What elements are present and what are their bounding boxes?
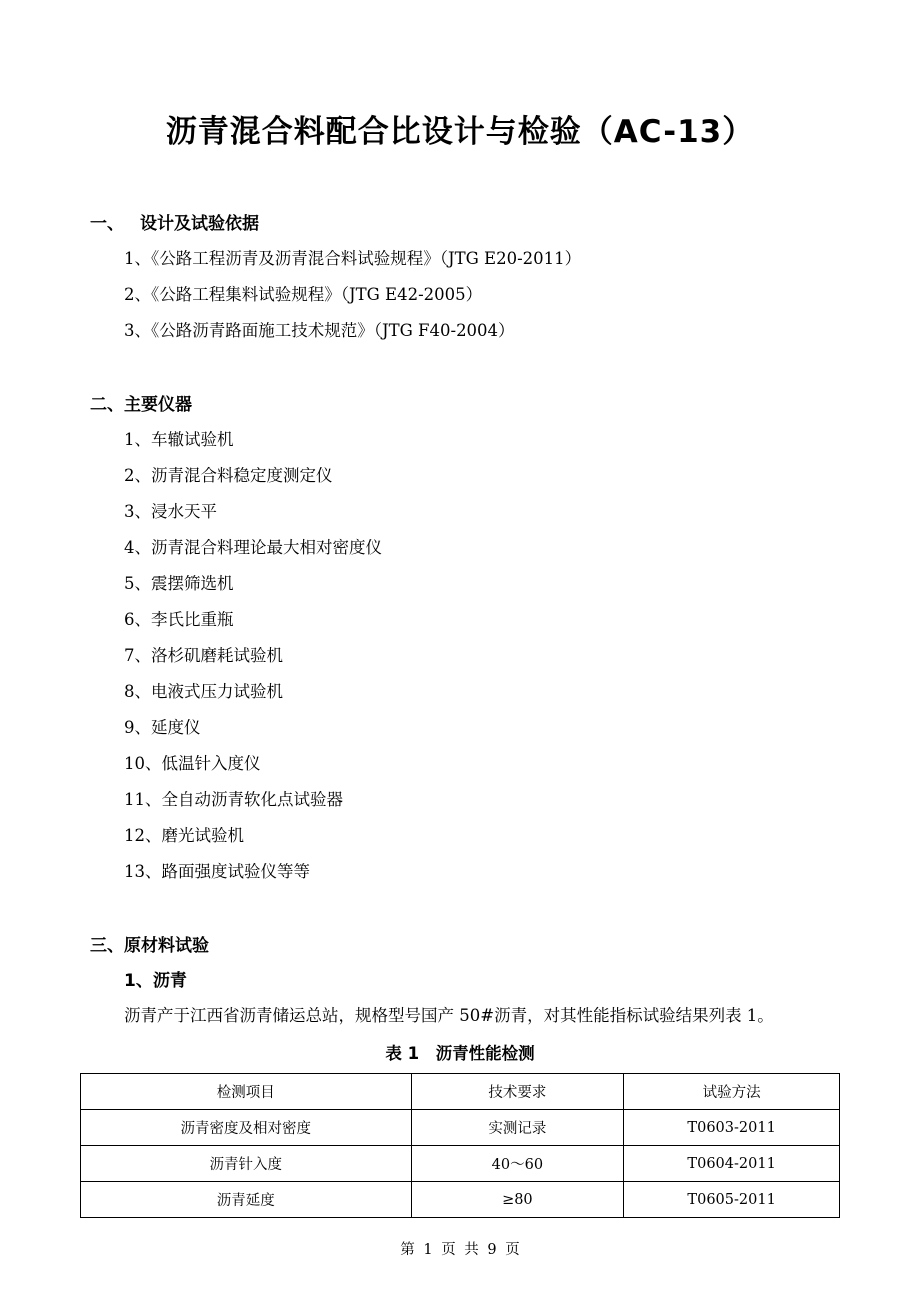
page-footer: 第 1 页 共 9 页	[400, 1242, 520, 1258]
instrument-item: 4、沥青混合料理论最大相对密度仪	[124, 538, 382, 557]
table-header-cell: 检测项目	[81, 1074, 412, 1110]
section-heading-basis	[90, 209, 259, 234]
table-row	[81, 1110, 840, 1146]
basis-item: 1、《公路工程沥青及沥青混合料试验规程》（JTG E20-2011）	[124, 249, 582, 268]
basis-item: 3、《公路沥青路面施工技术规范》（JTG F40-2004）	[124, 321, 515, 340]
document-title: 沥青混合料配合比设计与检验（AC-13）	[165, 114, 755, 150]
instrument-item: 12、磨光试验机	[124, 826, 244, 845]
table-cell: ≥80	[411, 1182, 624, 1218]
table-row	[81, 1182, 840, 1218]
instrument-item: 2、沥青混合料稳定度测定仪	[124, 466, 333, 485]
asphalt-paragraph: 沥青产于江西省沥青储运总站，规格型号国产 50#沥青，对其性能指标试验结果列表 1。	[124, 1006, 774, 1025]
instrument-item: 5、震摆筛选机	[124, 574, 234, 593]
table-cell: 沥青密度及相对密度	[81, 1110, 412, 1146]
section-title: 设计及试验依据	[140, 214, 259, 234]
instrument-item: 6、李氏比重瓶	[124, 610, 234, 629]
instrument-item: 3、浸水天平	[124, 502, 217, 521]
table-header-row	[81, 1074, 840, 1110]
table-cell: 40～60	[411, 1146, 624, 1182]
table-cell: T0603-2011	[624, 1110, 840, 1146]
table-cell: 沥青针入度	[81, 1146, 412, 1182]
instrument-item: 9、延度仪	[124, 718, 201, 737]
section-heading-instruments: 二、主要仪器	[90, 395, 192, 415]
instrument-item: 8、电液式压力试验机	[124, 682, 283, 701]
instrument-item: 13、路面强度试验仪等等	[124, 862, 310, 881]
table-header-cell: 技术要求	[411, 1074, 624, 1110]
table-row	[81, 1146, 840, 1182]
subsection-heading-asphalt: 1、沥青	[124, 971, 187, 991]
instrument-item: 1、车辙试验机	[124, 430, 234, 449]
asphalt-performance-table	[80, 1073, 840, 1218]
table-cell: 沥青延度	[81, 1182, 412, 1218]
table-cell: T0605-2011	[624, 1182, 840, 1218]
table-cell: 实测记录	[411, 1110, 624, 1146]
section-heading-materials: 三、原材料试验	[90, 936, 209, 956]
basis-item: 2、《公路工程集料试验规程》（JTG E42-2005）	[124, 285, 483, 304]
instrument-item: 10、低温针入度仪	[124, 754, 261, 773]
table-caption: 表 1 沥青性能检测	[385, 1044, 535, 1063]
table-header-cell: 试验方法	[624, 1074, 840, 1110]
instrument-item: 11、全自动沥青软化点试验器	[124, 790, 343, 809]
section-number: 一、	[90, 214, 124, 234]
instrument-item: 7、洛杉矶磨耗试验机	[124, 646, 283, 665]
table-cell: T0604-2011	[624, 1146, 840, 1182]
